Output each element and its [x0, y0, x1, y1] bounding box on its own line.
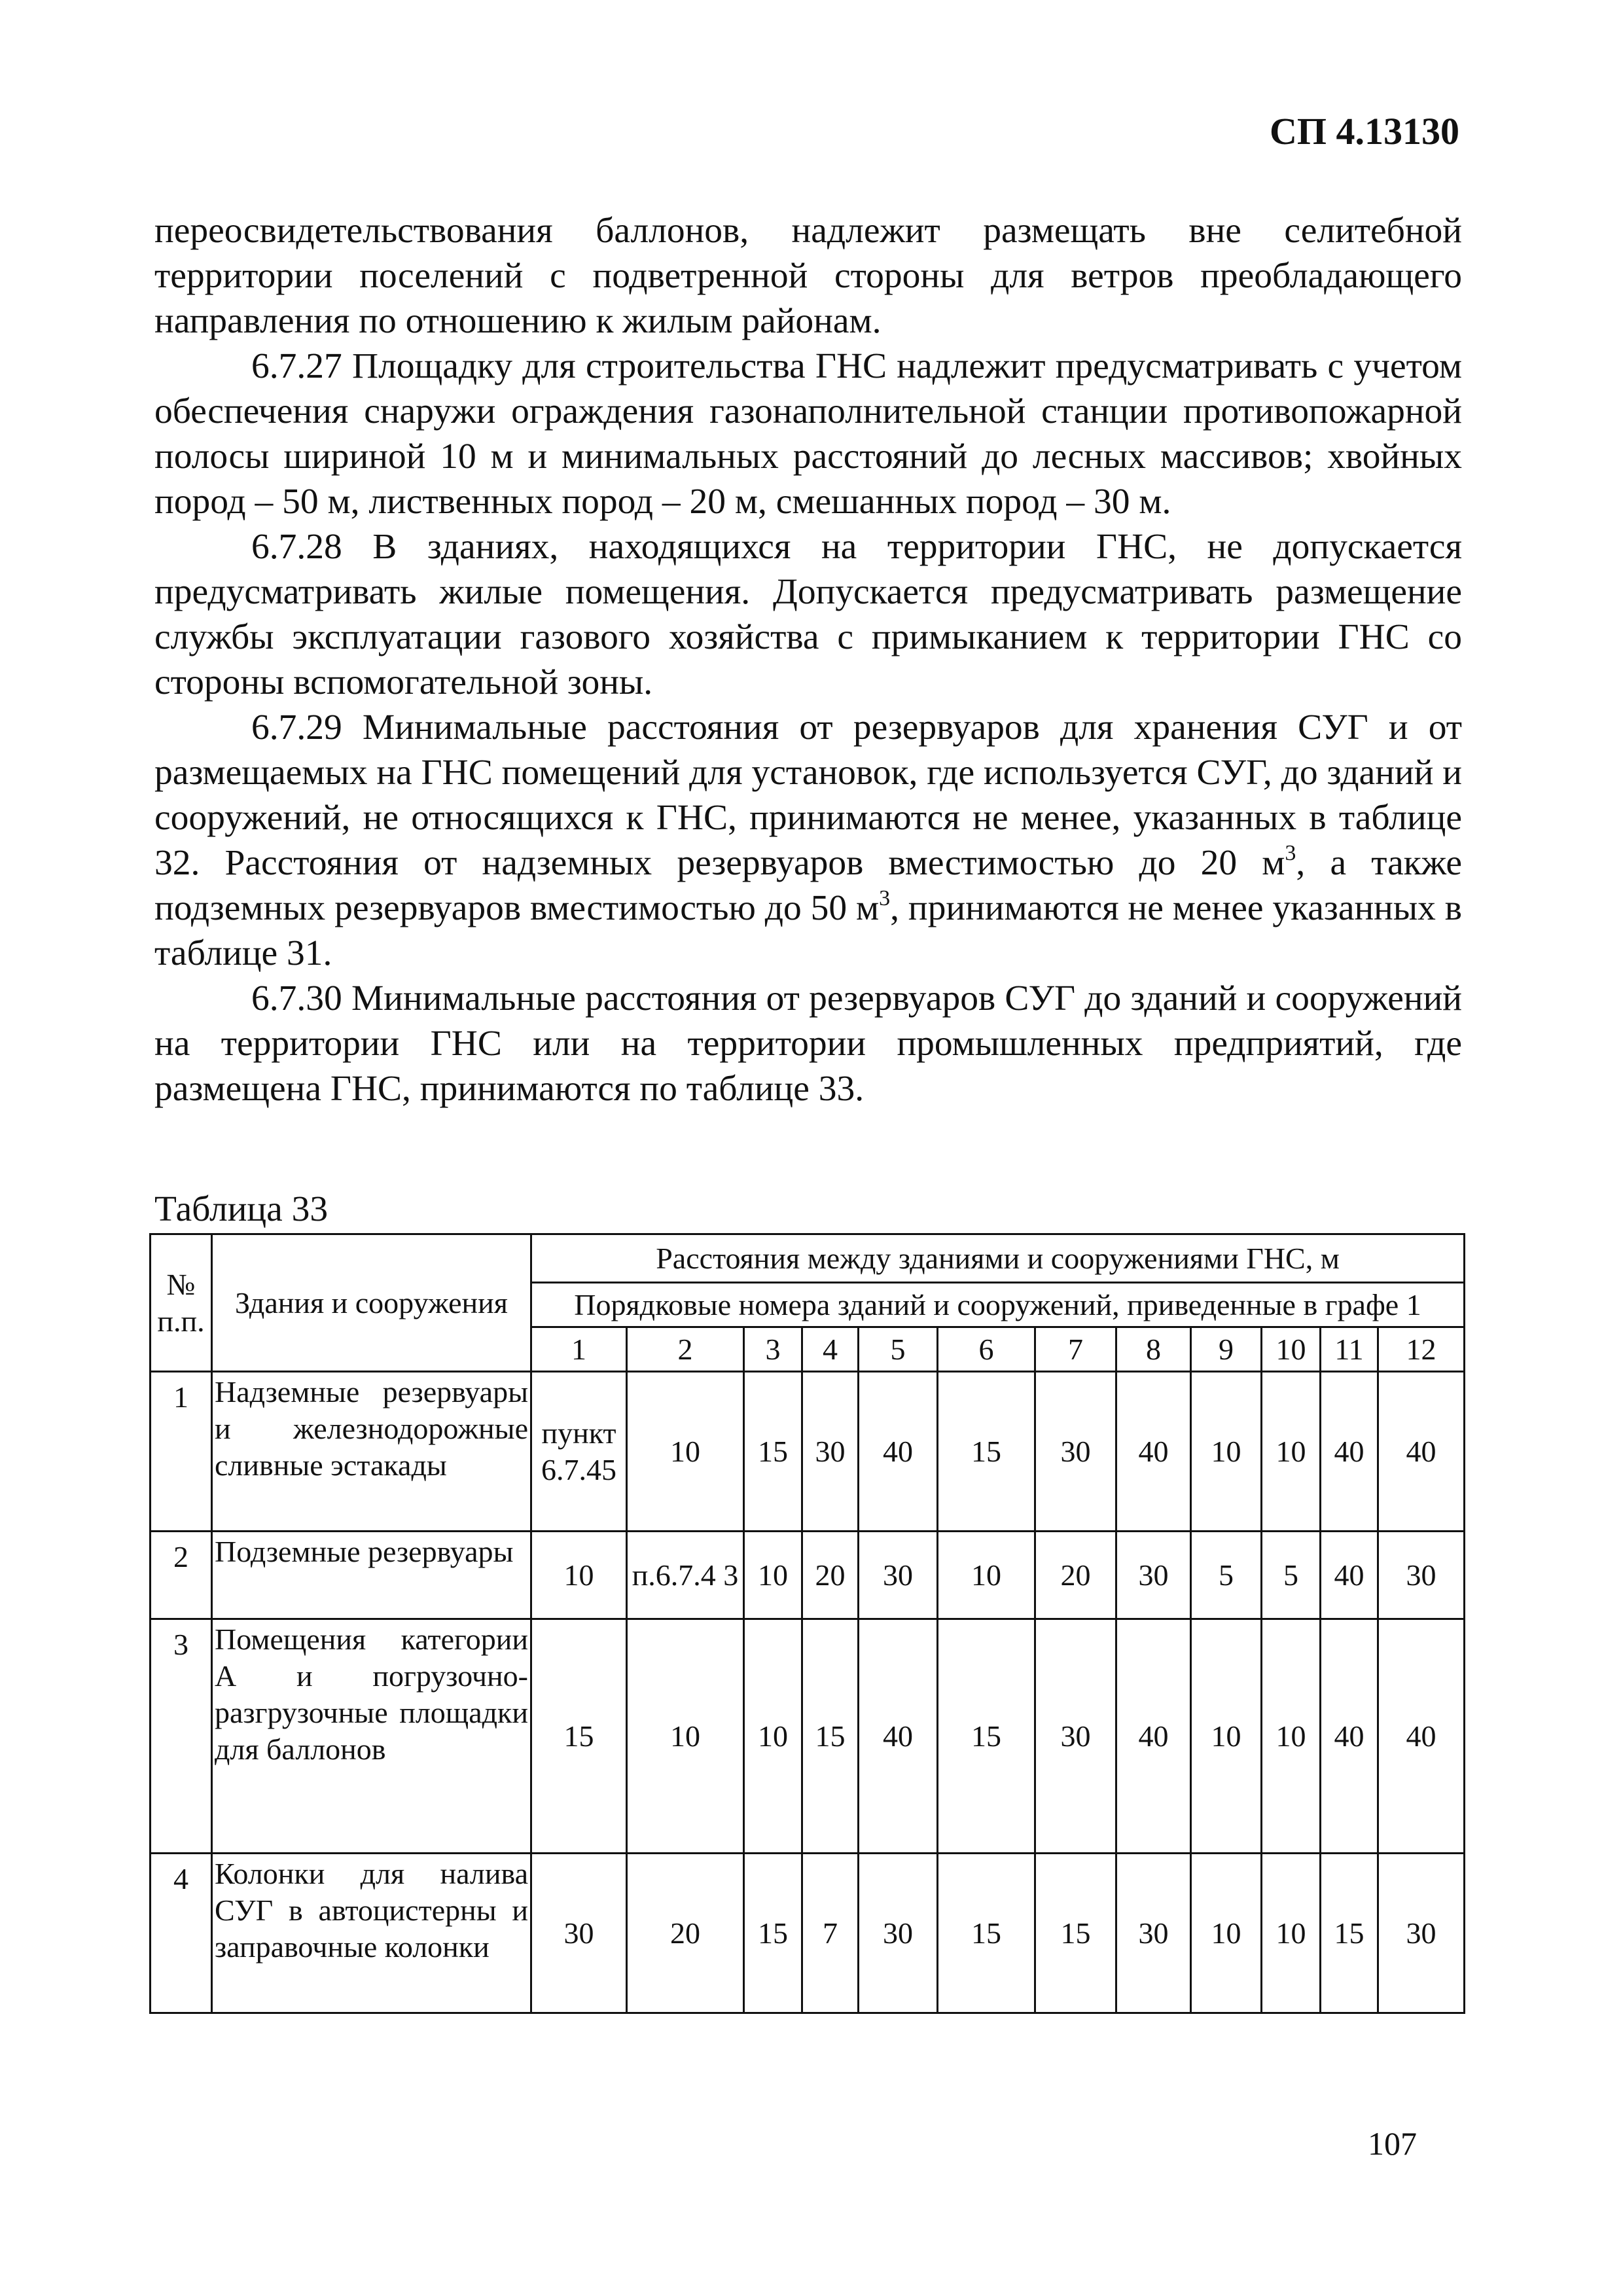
row-name: Колонки для налива СУГ в автоцистерны и заправочные колонки — [212, 1854, 531, 2013]
column-number: 7 — [1035, 1327, 1116, 1372]
distance-cell: 30 — [1378, 1532, 1465, 1619]
column-number: 6 — [938, 1327, 1035, 1372]
column-number: 11 — [1321, 1327, 1378, 1372]
row-num: 1 — [151, 1372, 212, 1532]
header-num: № п.п. — [151, 1234, 212, 1372]
distance-cell: 30 — [802, 1372, 859, 1532]
distance-cell: 10 — [1262, 1372, 1321, 1532]
column-number: 1 — [531, 1327, 627, 1372]
distance-cell: 7 — [802, 1854, 859, 2013]
paragraph-6-7-28: 6.7.28 В зданиях, находящихся на территории ГНС, не допускается предусматривать жилые помещения. Допускается предусматривать размещение службы эксплуатации газового хозяйства с примыканием к территории ГНС со стороны вспомогательной зоны. — [154, 527, 1462, 702]
header-name: Здания и сооружения — [212, 1234, 531, 1372]
distance-cell: 20 — [802, 1532, 859, 1619]
distance-cell: 5 — [1262, 1532, 1321, 1619]
distance-cell: 30 — [1035, 1372, 1116, 1532]
distance-cell: 40 — [859, 1372, 938, 1532]
distance-cell: 30 — [531, 1854, 627, 2013]
distance-cell: пункт 6.7.45 — [531, 1372, 627, 1532]
table-row — [151, 1372, 1465, 1532]
column-number: 8 — [1116, 1327, 1191, 1372]
distance-cell: 40 — [1378, 1619, 1465, 1854]
paragraph-6-7-27: 6.7.27 Площадку для строительства ГНС надлежит предусматривать с учетом обеспечения снаружи ограждения газонаполнительной станции противопожарной полосы шириной 10 м и минимальных расстояний до лесных массивов; хвойных пород – 50 м, лиственных пород – 20 м, смешанных пород – 30 м. — [154, 346, 1462, 522]
table-header-row — [151, 1234, 1465, 1283]
distance-cell: 10 — [1191, 1372, 1262, 1532]
table-row — [151, 1532, 1465, 1619]
paragraph-6-7-29-part-1: 6.7.29 Минимальные расстояния от резервуаров для хранения СУГ и от размещаемых на ГНС помещений для установок, где используется СУГ, до зданий и сооружений, не относящихся к ГНС, принимаются не менее, указанных в таблице 32. Расстояния от надземных резервуаров вместимостью до 20 м — [154, 708, 1462, 883]
distance-cell: 10 — [531, 1532, 627, 1619]
column-number: 4 — [802, 1327, 859, 1372]
distance-cell: 15 — [938, 1854, 1035, 2013]
distance-cell: 30 — [1116, 1532, 1191, 1619]
distance-cell: 10 — [744, 1532, 802, 1619]
distance-cell: 40 — [1116, 1372, 1191, 1532]
table-row — [151, 1619, 1465, 1854]
column-number: 3 — [744, 1327, 802, 1372]
distance-cell: 10 — [1191, 1619, 1262, 1854]
distance-cell: 15 — [1321, 1854, 1378, 2013]
distance-cell: 40 — [1321, 1532, 1378, 1619]
distance-cell: 40 — [1321, 1372, 1378, 1532]
distance-cell: 10 — [1262, 1854, 1321, 2013]
distance-cell: 15 — [744, 1854, 802, 2013]
header-subgroup: Порядковые номера зданий и сооружений, приведенные в графе 1 — [531, 1283, 1465, 1327]
body-text — [154, 208, 1462, 1111]
paragraph-continuation: переосвидетельствования баллонов, надлежит размещать вне селитебной территории поселений с подветренной стороны для ветров преобладающего направления по отношению к жилым районам. — [154, 211, 1462, 341]
distance-cell: 20 — [1035, 1532, 1116, 1619]
distance-cell: п.6.7.4 3 — [627, 1532, 744, 1619]
distance-cell: 15 — [938, 1372, 1035, 1532]
paragraph-6-7-29-part-3: , принимаются не менее указанных в таблице 31. — [154, 888, 1462, 973]
header-group: Расстояния между зданиями и сооружениями ГНС, м — [531, 1234, 1465, 1283]
distance-cell: 10 — [744, 1619, 802, 1854]
distance-cell: 30 — [1116, 1854, 1191, 2013]
document-code: СП 4.13130 — [1270, 110, 1459, 152]
row-num: 3 — [151, 1619, 212, 1854]
column-number: 10 — [1262, 1327, 1321, 1372]
distance-cell: 30 — [1035, 1619, 1116, 1854]
distance-cell: 15 — [938, 1619, 1035, 1854]
superscript-cubic: 3 — [1285, 841, 1296, 865]
table-caption: Таблица 33 — [154, 1189, 329, 1229]
distance-table — [149, 1233, 1465, 2014]
distance-cell: 15 — [1035, 1854, 1116, 2013]
column-number: 9 — [1191, 1327, 1262, 1372]
table-row — [151, 1854, 1465, 2013]
distance-cell: 30 — [859, 1532, 938, 1619]
row-name: Надземные резервуары и железнодорожные сливные эстакады — [212, 1372, 531, 1532]
distance-cell: 15 — [531, 1619, 627, 1854]
row-num: 4 — [151, 1854, 212, 2013]
row-num: 2 — [151, 1532, 212, 1619]
distance-cell: 40 — [1321, 1619, 1378, 1854]
distance-cell: 10 — [627, 1372, 744, 1532]
column-number: 5 — [859, 1327, 938, 1372]
distance-cell: 10 — [938, 1532, 1035, 1619]
paragraph-6-7-29-part-2: , а также подземных резервуаров вместимостью до 50 м — [154, 843, 1462, 928]
distance-cell: 10 — [627, 1619, 744, 1854]
column-number: 2 — [627, 1327, 744, 1372]
distance-cell: 5 — [1191, 1532, 1262, 1619]
distance-cell: 10 — [1191, 1854, 1262, 2013]
distance-cell: 20 — [627, 1854, 744, 2013]
distance-cell: 40 — [859, 1619, 938, 1854]
paragraph-6-7-30: 6.7.30 Минимальные расстояния от резервуаров СУГ до зданий и сооружений на территории ГНС или на территории промышленных предприятий, где размещена ГНС, принимаются по таблице 33. — [154, 978, 1462, 1109]
paragraph-6-7-29 — [154, 705, 1462, 976]
superscript-cubic: 3 — [879, 886, 891, 910]
distance-cell: 10 — [1262, 1619, 1321, 1854]
row-name: Помещения категории А и погрузочно-разгрузочные площадки для баллонов — [212, 1619, 531, 1854]
distance-cell: 40 — [1378, 1372, 1465, 1532]
distance-cell: 40 — [1116, 1619, 1191, 1854]
page-number: 107 — [1368, 2125, 1417, 2162]
distance-cell: 30 — [859, 1854, 938, 2013]
row-name: Подземные резервуары — [212, 1532, 531, 1619]
distance-cell: 30 — [1378, 1854, 1465, 2013]
column-number: 12 — [1378, 1327, 1465, 1372]
distance-cell: 15 — [802, 1619, 859, 1854]
distance-cell: 15 — [744, 1372, 802, 1532]
